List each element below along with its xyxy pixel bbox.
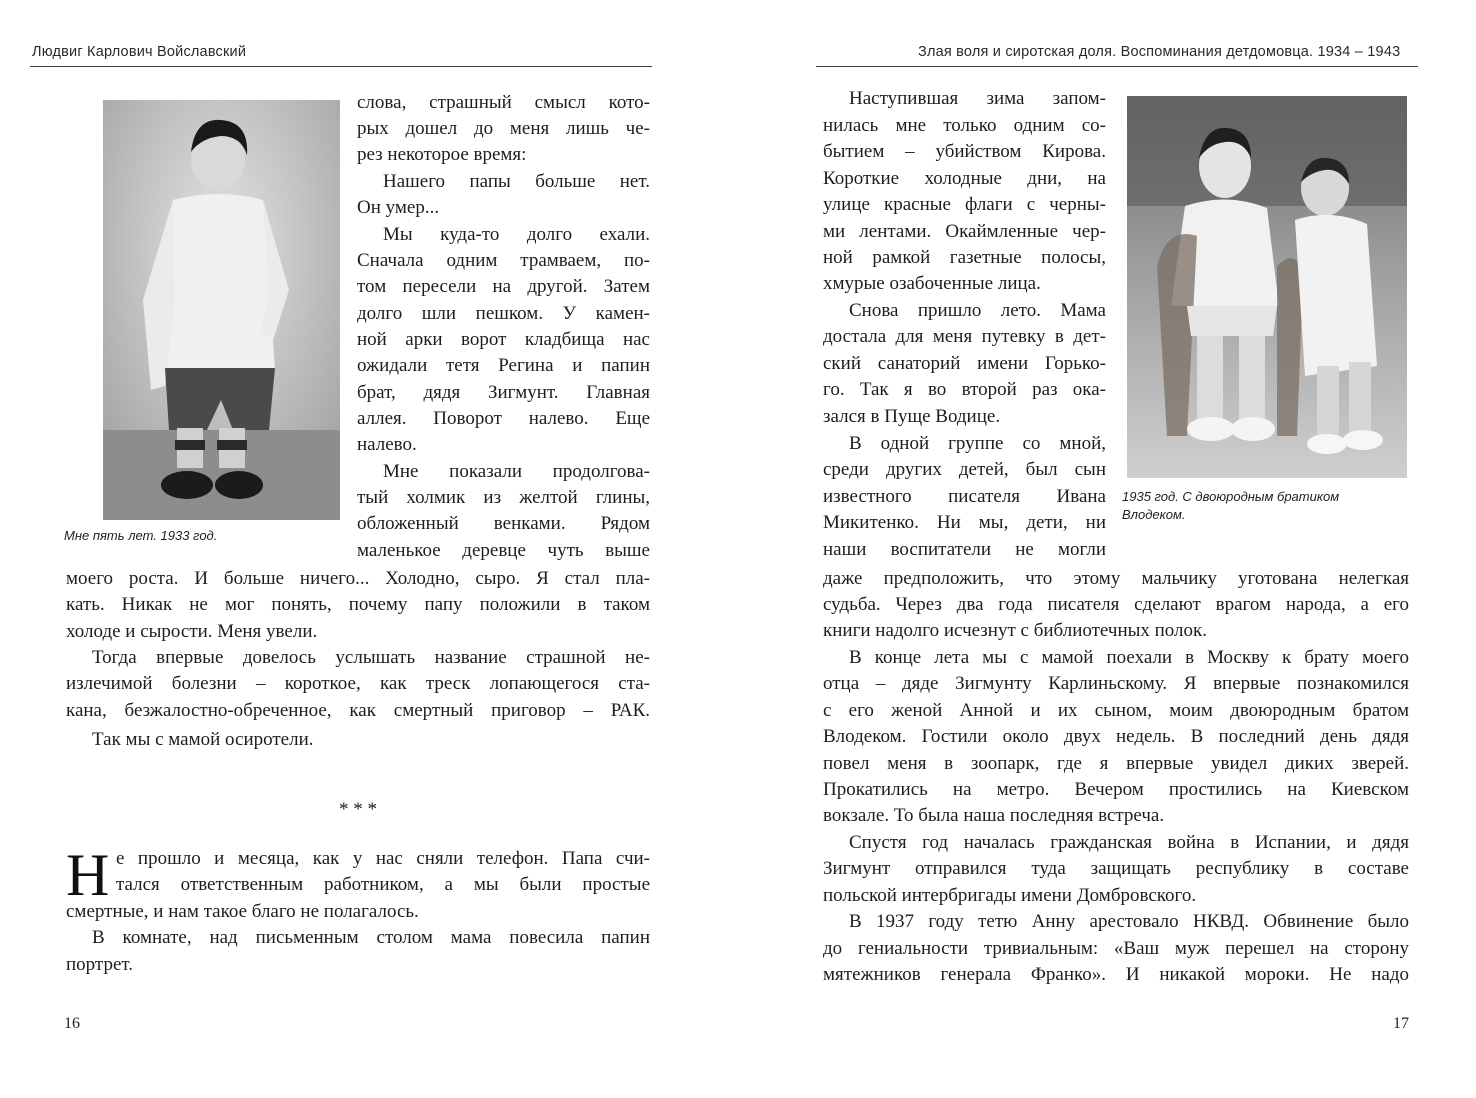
text-line: ми лентами. Окаймленные чер-	[823, 221, 1106, 242]
text-line: мятежников генерала Франко». И никакой мороки. Не надо	[823, 964, 1409, 985]
text-line: налево.	[357, 434, 417, 455]
text-line: Тогда впервые довелось услышать название страшной не-	[92, 647, 650, 668]
text-line: достала для меня путевку в дет-	[823, 326, 1106, 347]
text-line: ожидали тетя Регина и папин	[357, 355, 650, 376]
text-line: хмурые озабоченные лица.	[823, 273, 1041, 294]
text-line: кана, безжалостно-обреченное, как смертный приговор – РАК.	[66, 700, 650, 721]
left-running-head: Людвиг Карлович Войславский	[32, 44, 247, 60]
text-line: до гениальности тривиальным: «Ваш муж перешел на сторону	[823, 938, 1409, 959]
text-line: Он умер...	[357, 197, 440, 218]
text-line: ский санаторий имени Горько-	[823, 353, 1106, 374]
text-line: Нашего папы больше нет.	[383, 171, 650, 192]
text-line: бытием – убийством Кирова.	[823, 141, 1106, 162]
text-line: зался в Пуще Водице.	[823, 406, 1001, 427]
text-line: наши воспитатели не могли	[823, 539, 1106, 560]
text-line: аллея. Поворот налево. Еще	[357, 408, 650, 429]
text-line: е прошло и месяца, как у нас сняли телефон. Папа счи-	[116, 848, 650, 869]
right-page	[738, 0, 1476, 1098]
text-line: В комнате, над письменным столом мама повесила папин	[92, 927, 650, 948]
text-line: Короткие холодные дни, на	[823, 168, 1106, 189]
text-line: холоде и сырости. Меня увели.	[66, 621, 318, 642]
text-line: книги надолго исчезнут с библиотечных полок.	[823, 620, 1208, 641]
text-line: нилась мне только одним со-	[823, 115, 1106, 136]
text-line: Сначала одним трамваем, по-	[357, 250, 650, 271]
text-line: судьба. Через два года писателя сделают врагом народа, а его	[823, 594, 1409, 615]
text-line: даже предположить, что этому мальчику уготована нелегкая	[823, 568, 1409, 589]
text-line: излечимой болезни – короткое, как треск лопающегося ста-	[66, 673, 650, 694]
text-line: с его женой Анной и их сыном, моим двоюродным братом	[823, 700, 1409, 721]
text-line: ной арки ворот кладбища нас	[357, 329, 650, 350]
boy-portrait-illustration	[103, 100, 340, 520]
text-line: брат, дядя Зигмунт. Главная	[357, 382, 650, 403]
text-line: моего роста. И больше ничего... Холодно, сыро. Я стал пла-	[66, 568, 650, 589]
page-number-left: 16	[64, 1015, 80, 1032]
two-boys-caption-line2: Влодеком.	[1122, 507, 1186, 522]
left-header-rule	[30, 66, 652, 67]
text-line: кать. Никак не мог понять, почему папу положили в таком	[66, 594, 650, 615]
text-line: Влодеком. Гостили около двух недель. В последний день дядя	[823, 726, 1409, 747]
section-separator: * * *	[339, 799, 377, 820]
text-line: отца – дяде Зигмунту Карлиньскому. Я впервые познакомился	[823, 673, 1409, 694]
text-line: маленькое деревце чуть выше	[357, 540, 650, 561]
text-line: портрет.	[66, 954, 134, 975]
boy-photo-caption: Мне пять лет. 1933 год.	[64, 528, 218, 543]
drop-cap: Н	[66, 842, 110, 908]
text-line: вокзале. То была наша последняя встреча.	[823, 805, 1165, 826]
two-boys-photo	[1127, 96, 1407, 478]
text-line: том пересели на другой. Затем	[357, 276, 650, 297]
text-line: Снова пришло лето. Мама	[849, 300, 1106, 321]
text-line: Зигмунт отправился туда защищать республику в составе	[823, 858, 1409, 879]
text-line: В 1937 году тетю Анну арестовало НКВД. Обвинение было	[849, 911, 1409, 932]
text-line: тый холмик из желтой глины,	[357, 487, 650, 508]
text-line: В одной группе со мной,	[849, 433, 1106, 454]
text-line: рез некоторое время:	[357, 144, 527, 165]
text-line: Микитенко. Ни мы, дети, ни	[823, 512, 1106, 533]
text-line: Так мы с мамой осиротели.	[92, 729, 314, 750]
right-running-head: Злая воля и сиротская доля. Воспоминания детдомовца. 1934 – 1943	[918, 44, 1401, 60]
text-line: ной рамкой газетные полосы,	[823, 247, 1106, 268]
text-line: известного писателя Ивана	[823, 486, 1106, 507]
page-number-right: 17	[1393, 1015, 1409, 1032]
text-line: среди других детей, был сын	[823, 459, 1106, 480]
text-line: слова, страшный смысл кото-	[357, 92, 650, 113]
text-line: го. Так я во второй раз ока-	[823, 379, 1106, 400]
text-line: польской интербригады имени Домбровского.	[823, 885, 1197, 906]
right-header-rule	[816, 66, 1418, 67]
text-line: тался ответственным работником, а мы были простые	[116, 874, 650, 895]
text-line: повел меня в зоопарк, где я впервые увидел диких зверей.	[823, 753, 1409, 774]
text-line: Наступившая зима запом-	[849, 88, 1106, 109]
two-boys-caption-line1: 1935 год. С двоюродным братиком	[1122, 489, 1340, 504]
two-boys-illustration	[1127, 96, 1407, 478]
text-line: обложенный венками. Рядом	[357, 513, 650, 534]
text-line: долго шли пешком. У камен-	[357, 303, 650, 324]
boy-five-years-photo	[103, 100, 340, 520]
text-line: Мы куда-то долго ехали.	[383, 224, 650, 245]
text-line: Мне показали продолгова-	[383, 461, 650, 482]
text-line: смертные, и нам такое благо не полагалось.	[66, 901, 419, 922]
text-line: В конце лета мы с мамой поехали в Москву к брату моего	[849, 647, 1409, 668]
text-line: улице красные флаги с черны-	[823, 194, 1106, 215]
text-line: Прокатились на метро. Вечером простились на Киевском	[823, 779, 1409, 800]
text-line: рых дошел до меня лишь че-	[357, 118, 650, 139]
text-line: Спустя год началась гражданская война в Испании, и дядя	[849, 832, 1409, 853]
